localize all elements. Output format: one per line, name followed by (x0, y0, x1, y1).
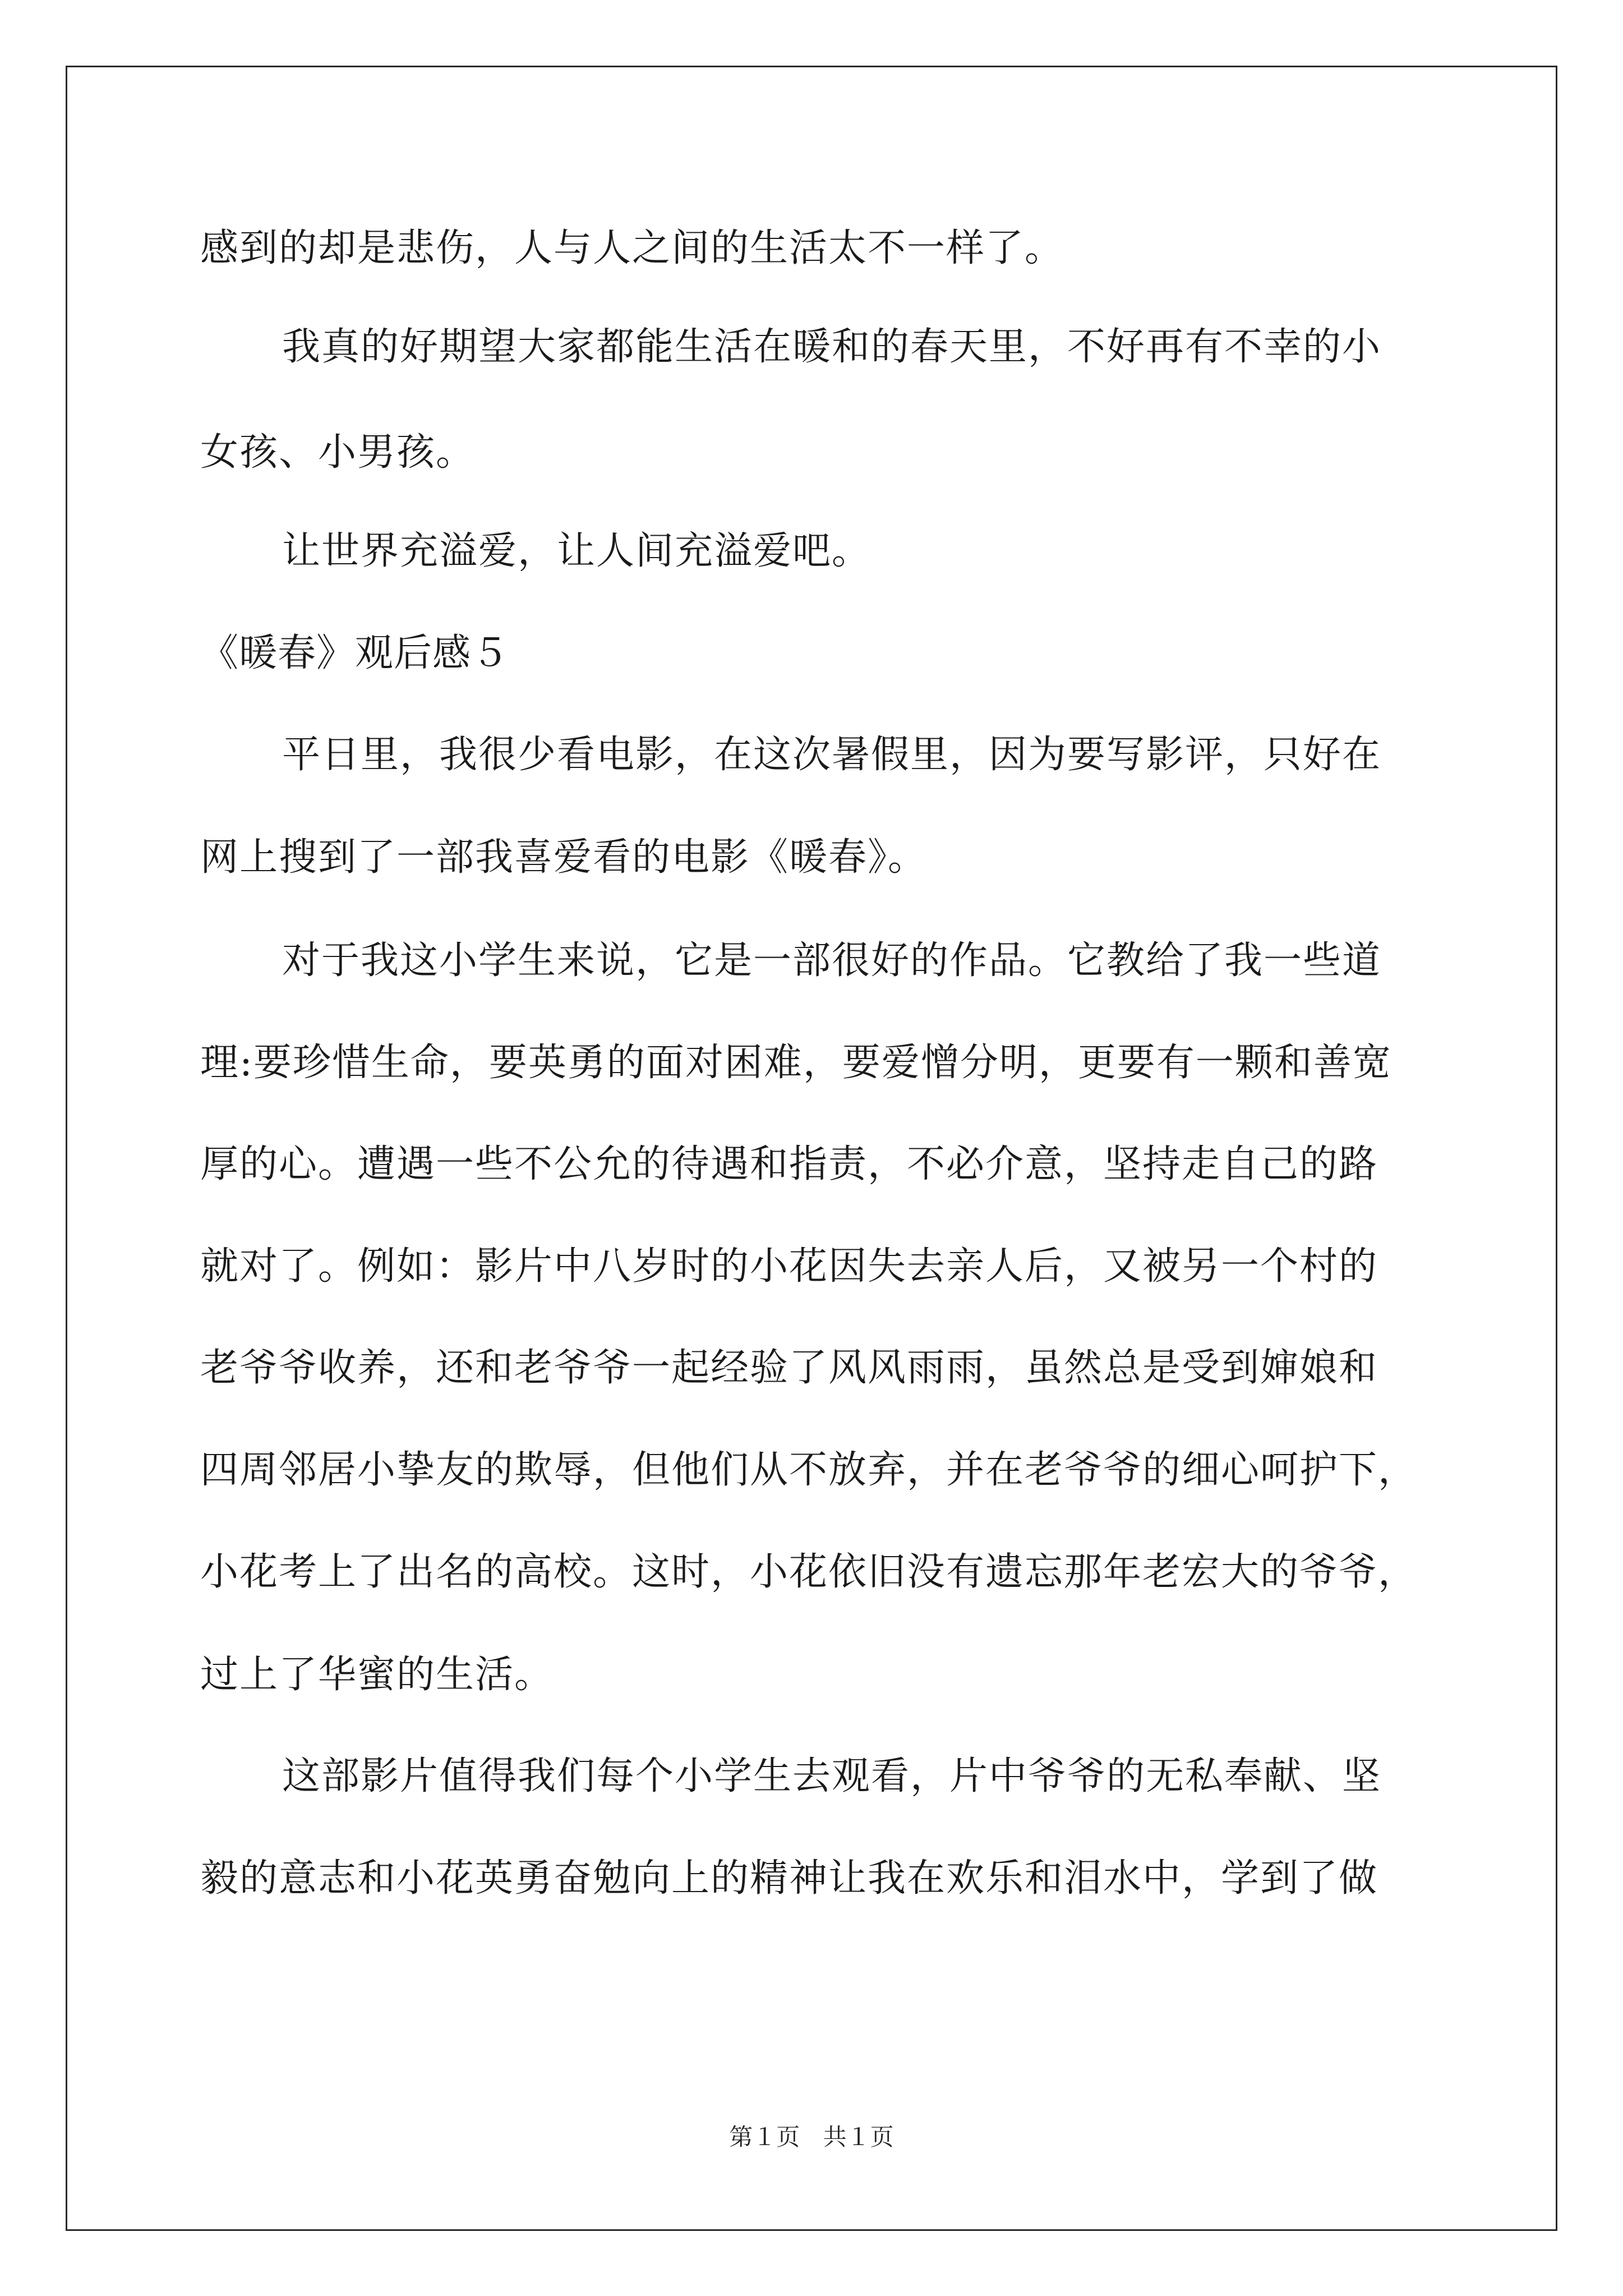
page-footer (0, 2120, 1623, 2154)
paragraph-line: 这部影片值得我们每个小学生去观看，片中爷爷的无私奉献、坚 (282, 1754, 1382, 1798)
page-total: 共１页 (823, 2123, 894, 2151)
paragraph-line: 毅的意志和小花英勇奋勉向上的精神让我在欢乐和泪水中，学到了做 (200, 1856, 1378, 1901)
paragraph-line: 我真的好期望大家都能生活在暖和的春天里，不好再有不幸的小 (282, 325, 1382, 369)
paragraph-line: 就对了。例如：影片中八岁时的小花因失去亲人后，又被另一个村的 (200, 1244, 1378, 1289)
paragraph-line: 网上搜到了一部我喜爱看的电影《暖春》。 (200, 835, 928, 880)
page-number: 第１页 (729, 2123, 800, 2151)
paragraph-line: 老爷爷收养，还和老爷爷一起经验了风风雨雨，虽然总是受到婶娘和 (200, 1346, 1378, 1390)
paragraph-line: 厚的心。遭遇一些不公允的待遇和指责，不必介意，坚持走自己的路 (200, 1142, 1378, 1186)
section-heading: 《暖春》观后感５ (200, 631, 510, 675)
paragraph-line: 平日里，我很少看电影，在这次暑假里，因为要写影评，只好在 (282, 733, 1382, 777)
paragraph-line: 让世界充溢爱，让人间充溢爱吧。 (282, 529, 872, 573)
paragraph-line: 感到的却是悲伤，人与人之间的生活太不一样了。 (200, 226, 1064, 270)
paragraph-line: 女孩、小男孩。 (200, 430, 476, 475)
paragraph-line: 理:要珍惜生命，要英勇的面对困难，要爱憎分明，更要有一颗和善宽 (200, 1041, 1392, 1085)
paragraph-line: 四周邻居小挚友的欺辱，但他们从不放弃，并在老爷爷的细心呵护下， (200, 1448, 1418, 1492)
paragraph-line: 过上了华蜜的生活。 (200, 1653, 554, 1697)
paragraph-line: 小花考上了出名的高校。这时，小花依旧没有遗忘那年老宏大的爷爷， (200, 1550, 1418, 1594)
paragraph-line: 对于我这小学生来说，它是一部很好的作品。它教给了我一些道 (282, 938, 1382, 983)
